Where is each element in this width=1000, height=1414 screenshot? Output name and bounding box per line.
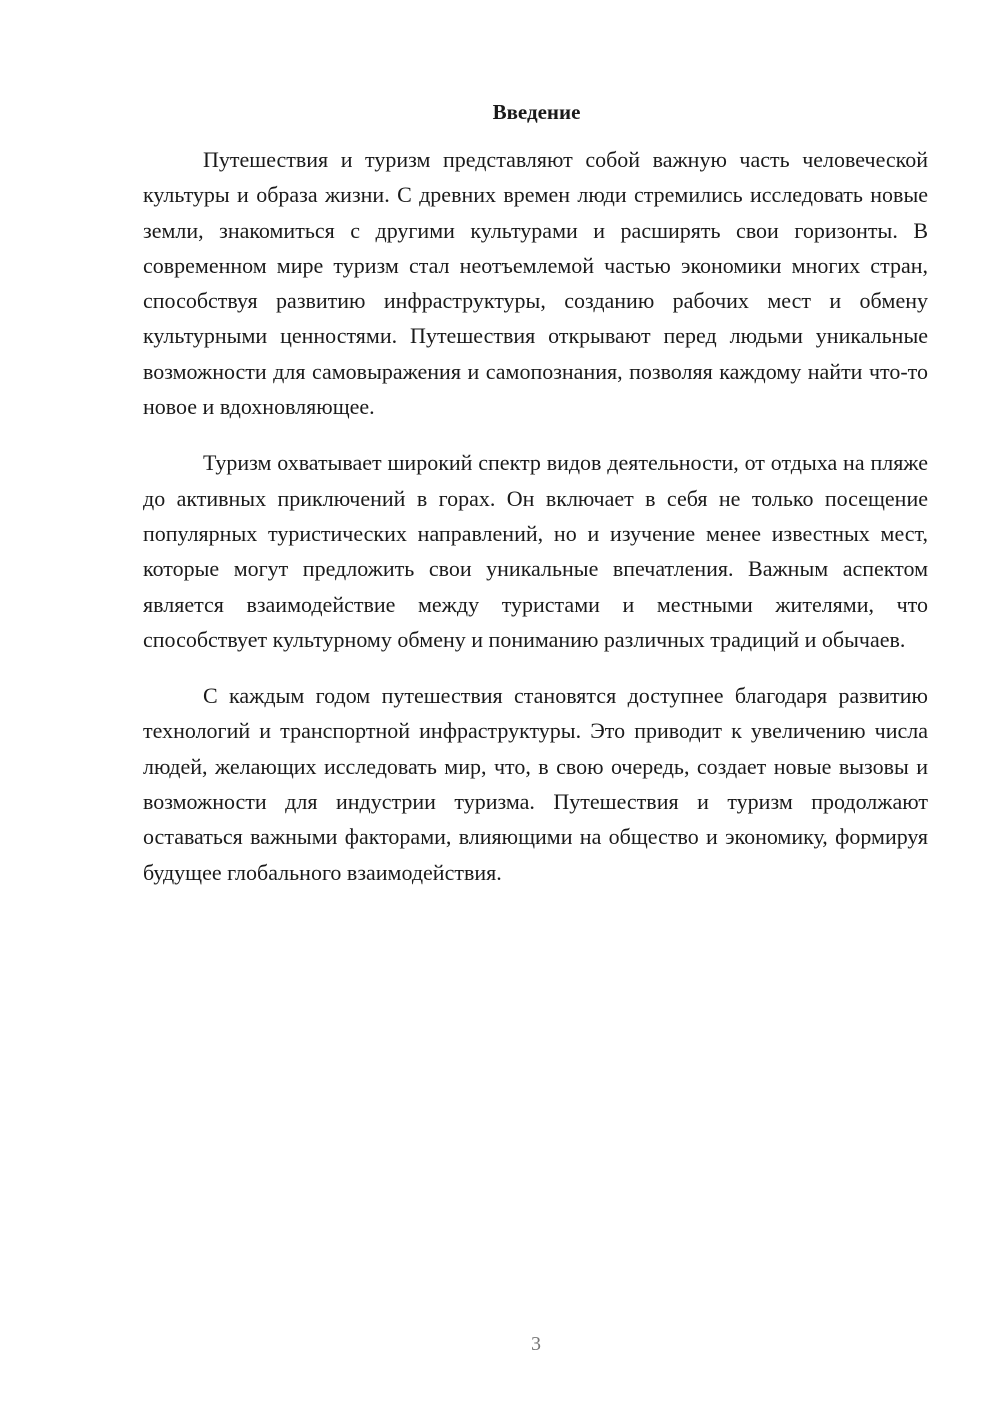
section-title: Введение (492, 100, 581, 124)
page-content (143, 96, 928, 911)
page-number: 3 (531, 1333, 541, 1355)
paragraph-2: Туризм охватывает широкий спектр видов деятельности, от отдыха на пляже до активных приключений в горах. Он включает в себя не только посещение популярных туристических направлений, но и изучение менее известных мест, которые могут предложить свои уникальные впечатления. Важным аспектом является взаимодействие между туристами и местными жителями, что способствует культурному обмену и пониманию различных традиций и обычаев. (143, 450, 928, 652)
paragraph-3: С каждым годом путешествия становятся доступнее благодаря развитию технологий и транспортной инфраструктуры. Это приводит к увеличению числа людей, желающих исследовать мир, что, в свою очередь, создает новые вызовы и возможности для индустрии туризма. Путешествия и туризм продолжают оставаться важными факторами, влияющими на общество и экономику, формируя будущее глобального взаимодействия. (143, 683, 928, 885)
paragraph-1: Путешествия и туризм представляют собой важную часть человеческой культуры и образа жизни. С древних времен люди стремились исследовать новые земли, знакомиться с другими культурами и расширять свои горизонты. В современном мире туризм стал неотъемлемой частью экономики многих стран, способствуя развитию инфраструктуры, созданию рабочих мест и обмену культурными ценностями. Путешествия открывают перед людьми уникальные возможности для самовыражения и самопознания, позволяя каждому найти что-то новое и вдохновляющее. (143, 147, 928, 420)
